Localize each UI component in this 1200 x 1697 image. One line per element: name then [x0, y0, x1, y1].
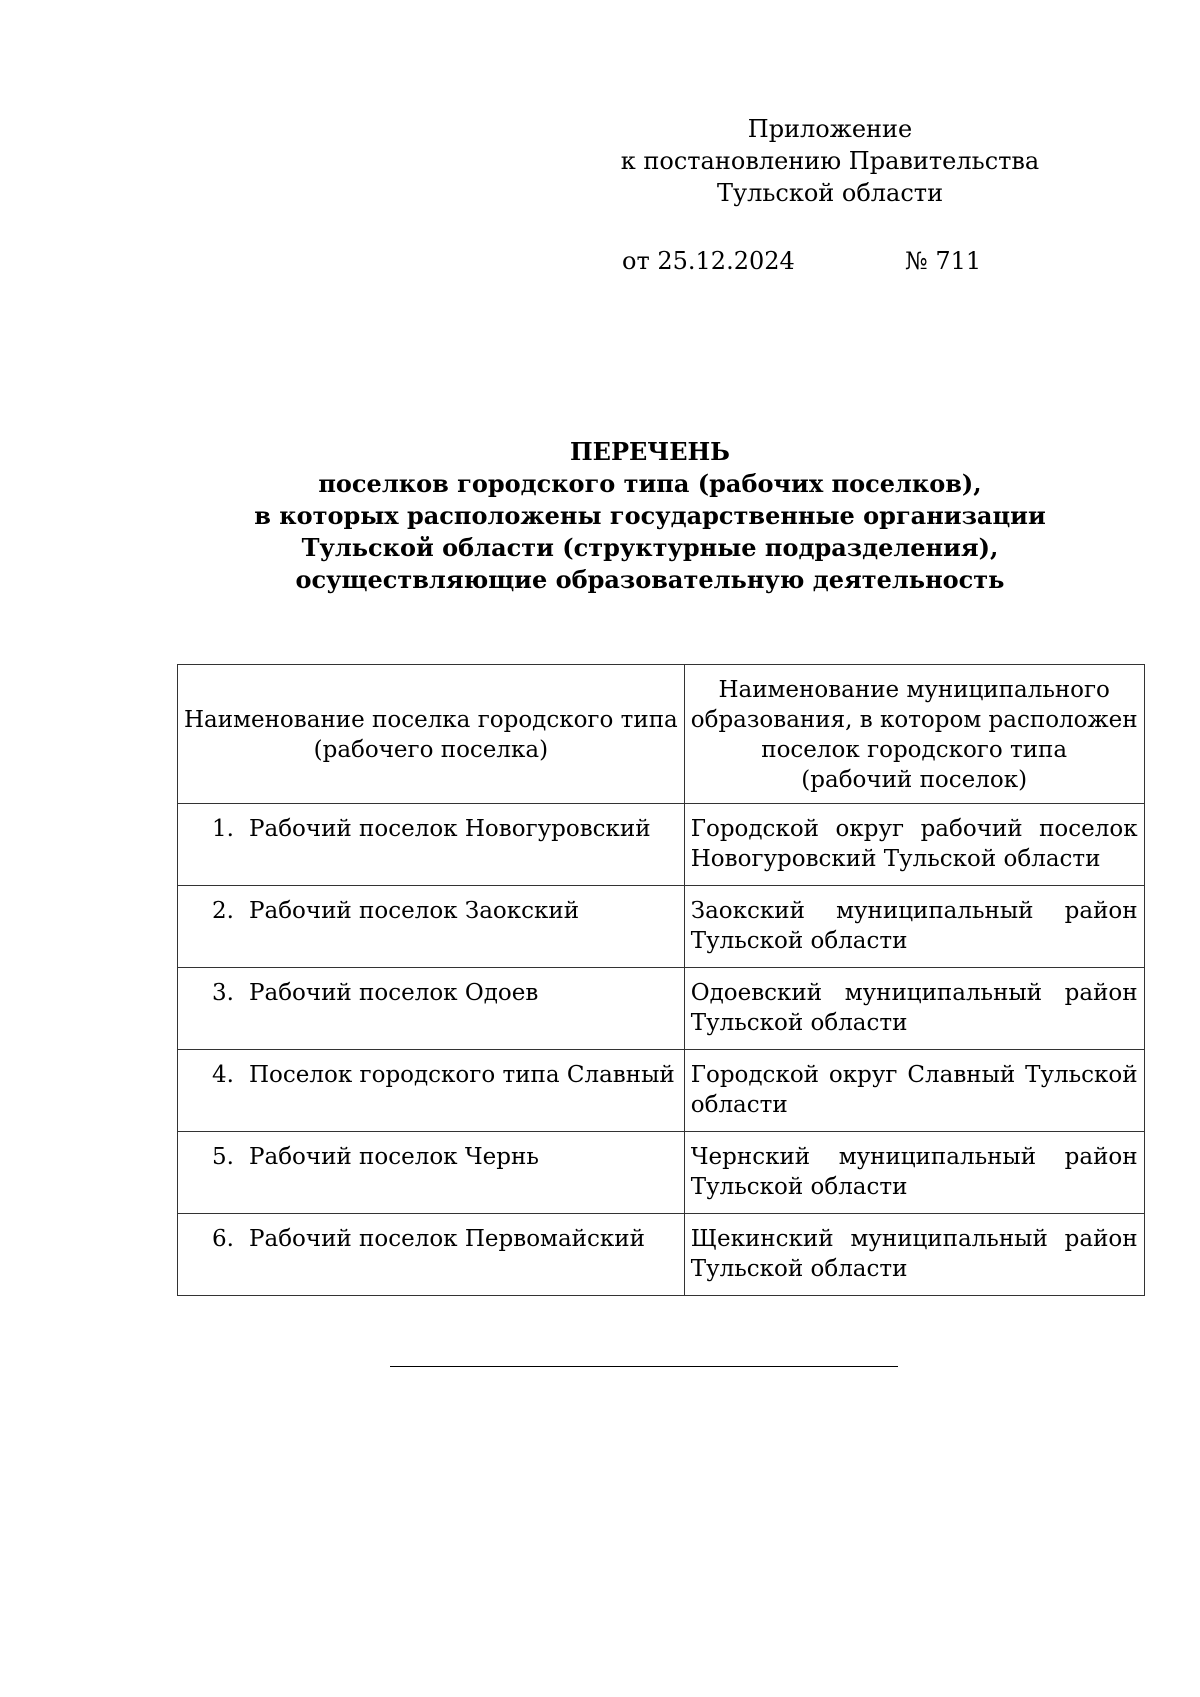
closing-rule	[390, 1366, 898, 1367]
municipality-cell	[684, 804, 1144, 886]
settlement-name: Рабочий поселок Новогуровский	[249, 816, 651, 842]
header-text: Наименование муниципального	[718, 677, 1110, 703]
appendix-region: Тульской области	[716, 179, 944, 207]
header-text: Наименование поселка городского типа	[184, 707, 678, 733]
title-heading: ПЕРЕЧЕНЬ	[570, 437, 730, 466]
municipality-name: Щекинский муниципальный район	[690, 1226, 1138, 1252]
title-line: в которых расположены государственные организации	[254, 501, 1046, 530]
municipality-name: Заокский муниципальный район	[690, 898, 1138, 924]
document-title	[150, 436, 1150, 596]
municipality-cell	[684, 968, 1144, 1050]
table-row	[178, 1132, 1145, 1214]
settlement-name: Рабочий поселок Первомайский	[249, 1226, 645, 1252]
table-row	[178, 886, 1145, 968]
row-number: 4.	[212, 1062, 234, 1088]
municipality-name: Городской округ Славный Тульской	[690, 1062, 1138, 1088]
header-municipality-name	[684, 665, 1144, 804]
document-number: № 711	[905, 247, 982, 275]
table-row	[178, 968, 1145, 1050]
title-line: осуществляющие образовательную деятельность	[295, 565, 1005, 594]
row-number: 6.	[212, 1226, 234, 1252]
municipality-name: Чернский муниципальный район	[690, 1144, 1138, 1170]
municipality-name-cont: Новогуровский Тульской области	[690, 846, 1101, 872]
row-number: 3.	[212, 980, 234, 1006]
title-line: поселков городского типа (рабочих поселков),	[318, 469, 982, 498]
table-header-row	[178, 665, 1145, 804]
settlement-cell	[178, 886, 685, 968]
settlement-cell	[178, 1214, 685, 1296]
header-text: поселок городского типа	[761, 737, 1068, 763]
appendix-resolution-ref: к постановлению Правительства	[620, 147, 1040, 175]
settlement-cell	[178, 1132, 685, 1214]
row-number: 5.	[212, 1144, 234, 1170]
table-row	[178, 1050, 1145, 1132]
appendix-label: Приложение	[747, 115, 913, 143]
settlements-table	[177, 664, 1145, 1296]
settlement-cell	[178, 968, 685, 1050]
municipality-name-cont: Тульской области	[690, 1174, 908, 1200]
title-line: Тульской области (структурные подразделения),	[301, 533, 999, 562]
row-number: 1.	[212, 816, 234, 842]
header-text: образования, в котором расположен	[690, 707, 1138, 733]
municipality-name-cont: области	[690, 1092, 788, 1118]
settlement-cell	[178, 1050, 685, 1132]
table-row	[178, 804, 1145, 886]
header-settlement-name	[178, 665, 685, 804]
table-row	[178, 1214, 1145, 1296]
settlement-name: Поселок городского типа Славный	[249, 1062, 675, 1088]
header-text: (рабочий поселок)	[801, 767, 1028, 793]
settlement-name: Рабочий поселок Одоев	[249, 980, 539, 1006]
settlement-name: Рабочий поселок Заокский	[249, 898, 580, 924]
document-date: от 25.12.2024	[622, 247, 795, 275]
municipality-name-cont: Тульской области	[690, 928, 908, 954]
municipality-name-cont: Тульской области	[690, 1256, 908, 1282]
municipality-name: Городской округ рабочий поселок	[690, 816, 1138, 842]
municipality-cell	[684, 1214, 1144, 1296]
settlement-cell	[178, 804, 685, 886]
appendix-block	[600, 113, 1060, 209]
municipality-cell	[684, 886, 1144, 968]
municipality-cell	[684, 1050, 1144, 1132]
settlement-name: Рабочий поселок Чернь	[249, 1144, 539, 1170]
row-number: 2.	[212, 898, 234, 924]
municipality-cell	[684, 1132, 1144, 1214]
header-text: (рабочего поселка)	[313, 737, 549, 763]
municipality-name: Одоевский муниципальный район	[690, 980, 1138, 1006]
municipality-name-cont: Тульской области	[690, 1010, 908, 1036]
